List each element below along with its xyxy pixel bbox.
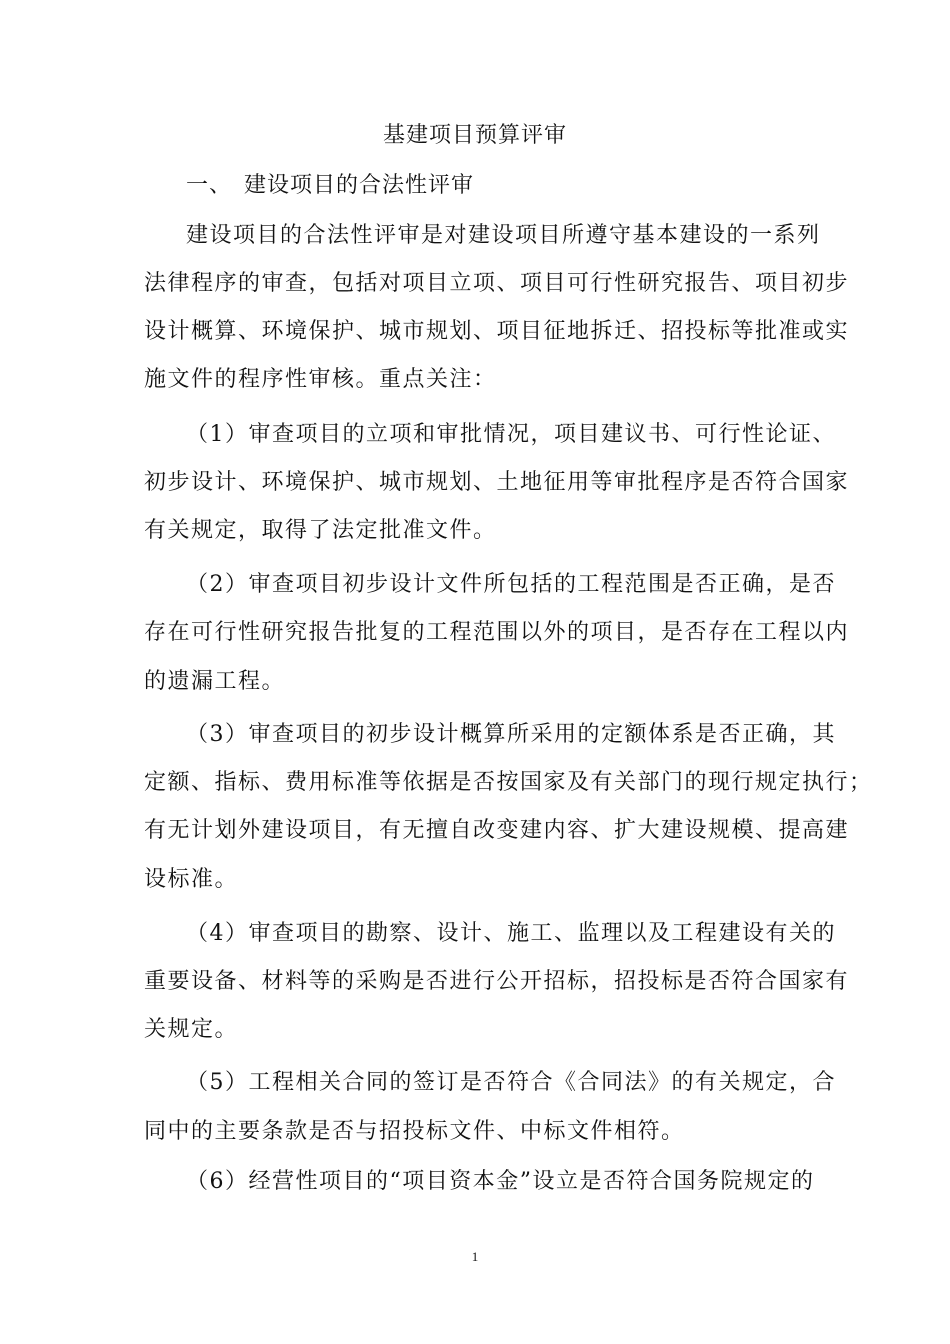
section-heading: [186, 170, 474, 202]
paragraph-line: 定额、指标、费用标准等依据是否按国家及有关部门的现行规定执行；: [144, 770, 873, 795]
paragraph-line: （3）审查项目的初步设计概算所采用的定额体系是否正确，其: [186, 722, 836, 747]
paragraph-line: （6）经营性项目的“项目资本金”设立是否符合国务院规定的: [186, 1169, 815, 1194]
paragraph-line: 建设项目的合法性评审是对建设项目所遵守基本建设的一系列: [186, 223, 821, 248]
paragraph-line: （2）审查项目初步设计文件所包括的工程范围是否正确，是否: [186, 572, 836, 597]
paragraph-line: （5）工程相关合同的签订是否符合《合同法》的有关规定，合: [186, 1070, 836, 1095]
paragraph-line: 同中的主要条款是否与招投标文件、中标文件相符。: [144, 1119, 685, 1144]
paragraph-line: 初步设计、环境保护、城市规划、土地征用等审批程序是否符合国家: [144, 470, 850, 495]
paragraph-line: 存在可行性研究报告批复的工程范围以外的项目，是否存在工程以内: [144, 620, 850, 645]
paragraph-line: 施文件的程序性审核。重点关注：: [144, 367, 497, 392]
paragraph-line: （4）审查项目的勘察、设计、施工、监理以及工程建设有关的: [186, 921, 836, 946]
page-number: 1: [471, 1249, 479, 1264]
paragraph-line: 的遗漏工程。: [144, 669, 286, 694]
paragraph-line: 有关规定，取得了法定批准文件。: [144, 518, 497, 543]
paragraph-line: 设计概算、环境保护、城市规划、项目征地拆迁、招投标等批准或实: [144, 319, 850, 344]
paragraph-line: 关规定。: [144, 1017, 239, 1042]
paragraph-line: 重要设备、材料等的采购是否进行公开招标，招投标是否符合国家有: [144, 969, 850, 994]
section-heading-text: 建设项目的合法性评审: [244, 173, 475, 198]
paragraph-line: 设标准。: [144, 867, 239, 892]
paragraph-line: 法律程序的审查，包括对项目立项、项目可行性研究报告、项目初步: [144, 271, 850, 296]
section-number: 一、: [186, 173, 233, 198]
document-title: 基建项目预算评审: [382, 123, 567, 148]
paragraph-line: 有无计划外建设项目，有无擅自改变建内容、扩大建设规模、提高建: [144, 818, 850, 843]
paragraph-line: （1）审查项目的立项和审批情况，项目建议书、可行性论证、: [186, 422, 836, 447]
